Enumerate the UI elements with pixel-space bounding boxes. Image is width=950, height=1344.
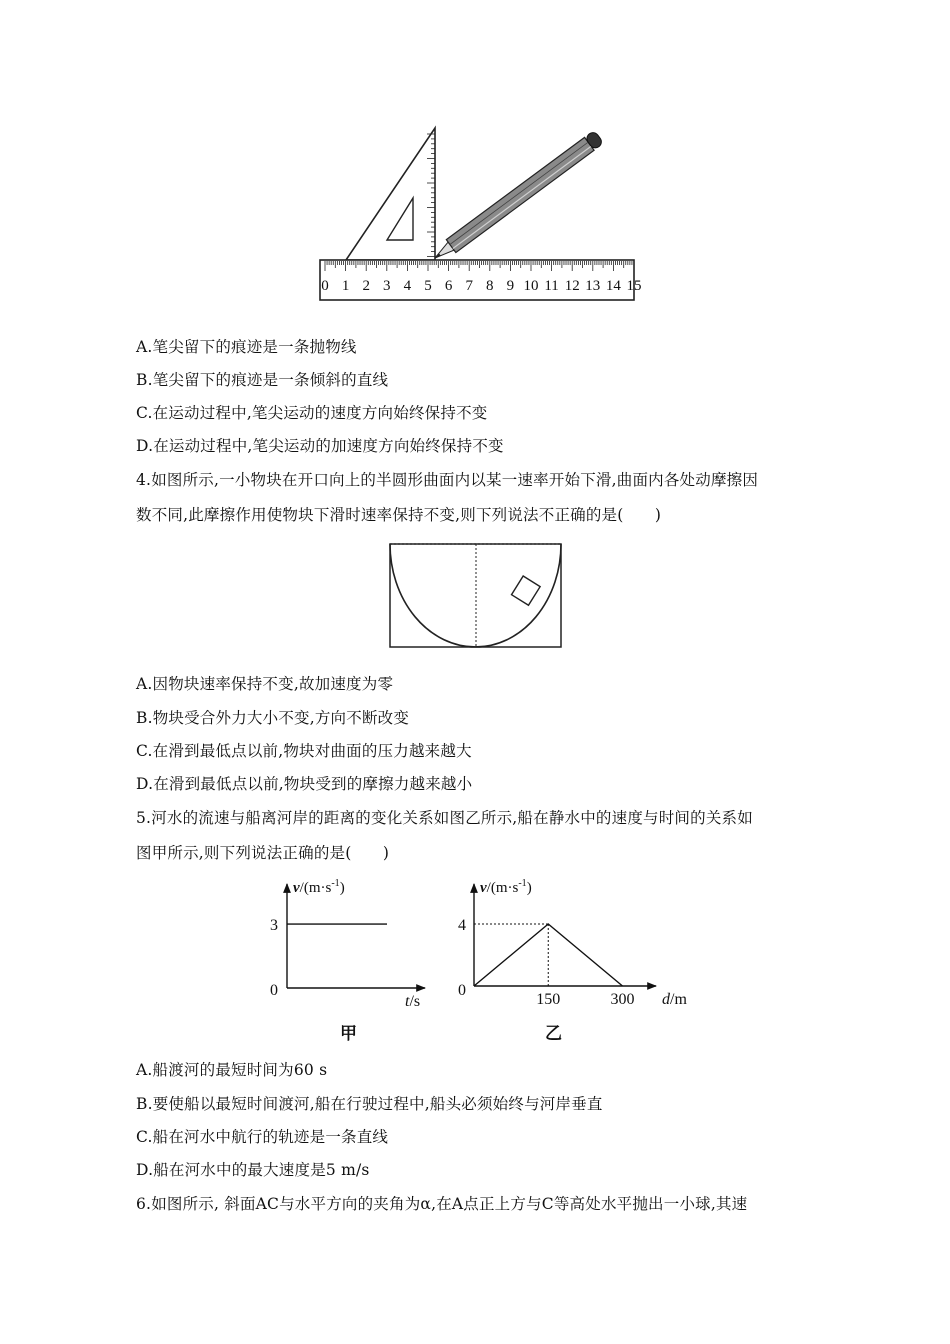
svg-text:v/(m·s-1) xyxy=(293,878,345,896)
ruler-number: 3 xyxy=(383,278,391,294)
ruler-number: 4 xyxy=(403,278,412,294)
q5-stem-line-1: 5.河水的流速与船离河岸的距离的变化关系如图乙所示,船在静水中的速度与时间的关系如 xyxy=(136,809,753,827)
q5-option-a: A.船渡河的最短时间为60 s xyxy=(136,1061,328,1079)
ruler-number: 2 xyxy=(362,278,370,294)
ruler-number: 0 xyxy=(321,278,329,294)
q3-option-c: C.在运动过程中,笔尖运动的速度方向始终保持不变 xyxy=(136,404,488,422)
q4-option-d: D.在滑到最低点以前,物块受到的摩擦力越来越小 xyxy=(136,775,473,793)
block xyxy=(512,576,541,605)
q4-option-c: C.在滑到最低点以前,物块对曲面的压力越来越大 xyxy=(136,742,472,760)
q4-stem-line-1: 4.如图所示,一小物块在开口向上的半圆形曲面内以某一速率开始下滑,曲面内各处动摩擦因 xyxy=(136,471,759,489)
yi-y-tick-label: 4 xyxy=(458,917,466,934)
yi-ylabel-symbol: v xyxy=(480,880,487,896)
jia-ylabel-unit: /(m·s xyxy=(299,880,332,896)
yi-ylabel-sup: -1 xyxy=(518,878,527,889)
ruler-number: 8 xyxy=(486,278,494,294)
svg-text:t/s xyxy=(405,993,420,1010)
q4-option-b: B.物块受合外力大小不变,方向不断改变 xyxy=(136,709,410,727)
jia-y-tick-label: 3 xyxy=(270,917,278,935)
q3-option-b: B.笔尖留下的痕迹是一条倾斜的直线 xyxy=(136,371,389,389)
yi-x-tick-label: 150 xyxy=(536,991,561,1008)
ruler-number: 1 xyxy=(341,278,350,294)
ruler-number: 11 xyxy=(544,278,559,294)
yi-ylabel-unit: /(m·s xyxy=(486,880,519,896)
chart-jia-caption: 甲 xyxy=(340,1024,357,1044)
jia-ylabel-close: ) xyxy=(339,880,345,896)
q3-option-a: A.笔尖留下的痕迹是一条抛物线 xyxy=(136,338,357,356)
yi-x-tick-label: 300 xyxy=(610,991,635,1008)
triangle-ruler-pencil-figure xyxy=(318,124,642,304)
semicircle-bowl-figure xyxy=(388,541,564,649)
q6-stem-line-1: 6.如图所示, 斜面AC与水平方向的夹角为α,在A点正上方与C等高处水平抛出一小球,其速 xyxy=(136,1195,748,1213)
q5-stem-line-2: 图甲所示,则下列说法正确的是( ) xyxy=(136,844,390,862)
ruler-number: 6 xyxy=(444,278,453,294)
jia-origin-label: 0 xyxy=(270,982,278,999)
jia-ylabel-sup: -1 xyxy=(331,878,340,889)
ruler-number: 9 xyxy=(506,278,515,294)
ruler-number: 13 xyxy=(585,278,601,294)
ruler-number: 12 xyxy=(564,278,580,294)
yi-xlabel-unit: /m xyxy=(670,991,687,1008)
q4-stem-line-2: 数不同,此摩擦作用使物块下滑时速率保持不变,则下列说法不正确的是( ) xyxy=(136,506,662,524)
q5-option-b: B.要使船以最短时间渡河,船在行驶过程中,船头必须始终与河岸垂直 xyxy=(136,1095,603,1113)
ruler-number: 10 xyxy=(523,278,539,294)
jia-xlabel-unit: /s xyxy=(409,993,421,1010)
pencil xyxy=(430,130,604,264)
ruler-number: 14 xyxy=(605,278,621,294)
yi-origin-label: 0 xyxy=(458,982,466,999)
yi-xlabel-symbol: d xyxy=(662,991,670,1008)
svg-text:d/m xyxy=(662,991,687,1008)
chart-yi xyxy=(452,876,702,1016)
yi-ylabel-close: ) xyxy=(526,880,532,896)
ruler-number: 15 xyxy=(626,278,642,294)
svg-text:v/(m·s-1) xyxy=(480,878,532,896)
chart-yi-caption: 乙 xyxy=(545,1024,562,1044)
q4-option-a: A.因物块速率保持不变,故加速度为零 xyxy=(136,675,394,693)
q3-option-d: D.在运动过程中,笔尖运动的加速度方向始终保持不变 xyxy=(136,437,504,455)
q5-option-d: D.船在河水中的最大速度是5 m/s xyxy=(136,1161,370,1179)
chart-jia xyxy=(262,876,442,1016)
jia-ylabel-symbol: v xyxy=(293,880,300,896)
jia-xlabel-symbol: t xyxy=(405,993,410,1010)
ruler-number: 7 xyxy=(465,278,473,294)
ruler-number: 5 xyxy=(424,278,432,294)
q5-option-c: C.船在河水中航行的轨迹是一条直线 xyxy=(136,1128,389,1146)
set-square-hole xyxy=(387,198,413,240)
